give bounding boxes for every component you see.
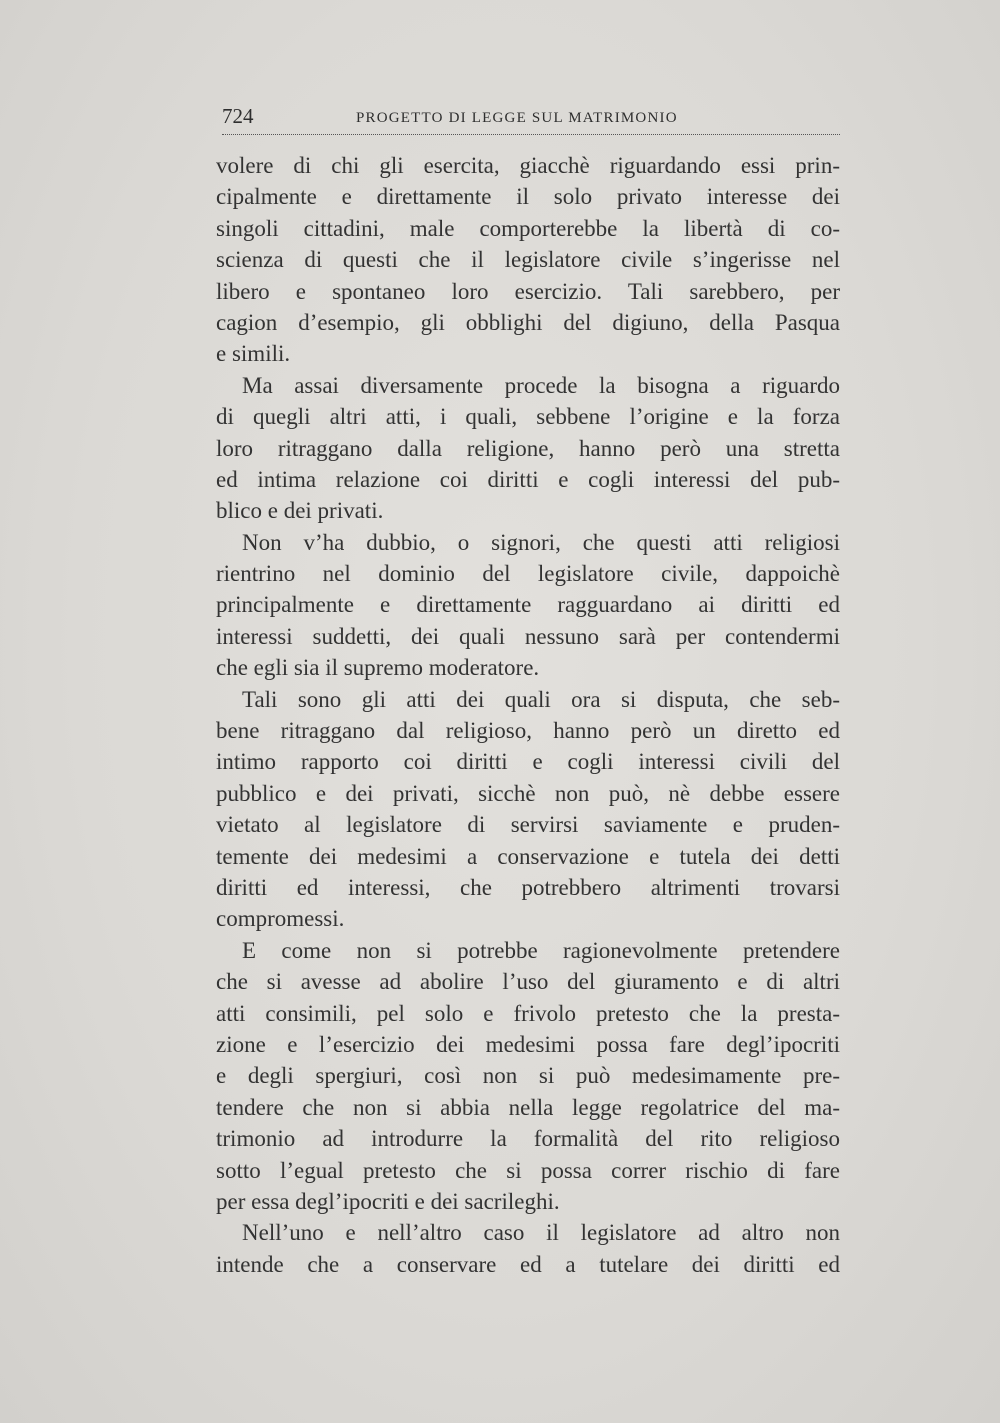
text-line: libero e spontaneo loro esercizio. Tali sarebbero, per bbox=[216, 278, 840, 304]
text-line: atti consimili, pel solo e frivolo pretesto che la presta- bbox=[216, 1000, 840, 1026]
text-line: rientrino nel dominio del legislatore civile, dappoichè bbox=[216, 561, 840, 587]
text-line: diritti ed interessi, che potrebbero altrimenti trovarsi bbox=[216, 874, 840, 900]
page-number: 724 bbox=[222, 104, 254, 128]
running-title: PROGETTO DI LEGGE SUL MATRIMONIO bbox=[356, 110, 678, 126]
text-line: e degli spergiuri, così non si può medesimamente pre- bbox=[216, 1063, 840, 1089]
paragraph-start-line: Ma assai diversamente procede la bisogna a riguardo bbox=[242, 372, 840, 398]
text-line: che egli sia il supremo moderatore. bbox=[216, 655, 540, 681]
text-line: zione e l’esercizio dei medesimi possa fare degl’ipocriti bbox=[216, 1031, 840, 1057]
paragraph-start-line: Tali sono gli atti dei quali ora si disputa, che seb- bbox=[242, 686, 840, 712]
text-line: scienza di questi che il legislatore civile s’ingerisse nel bbox=[216, 247, 840, 273]
text-line: temente dei medesimi a conservazione e tutela dei detti bbox=[216, 843, 840, 869]
text-line: sotto l’egual pretesto che si possa correr rischio di fare bbox=[216, 1157, 840, 1183]
text-line: blico e dei privati. bbox=[216, 498, 384, 524]
page-header bbox=[222, 104, 840, 135]
text-line: singoli cittadini, male comporterebbe la libertà di co- bbox=[216, 215, 840, 241]
text-line: principalmente e direttamente ragguardano ai diritti ed bbox=[216, 592, 840, 618]
text-line: cagion d’esempio, gli obblighi del digiuno, della Pasqua bbox=[216, 309, 840, 335]
paragraph-start-line: Nell’uno e nell’altro caso il legislatore ad altro non bbox=[242, 1220, 840, 1246]
text-line: vietato al legislatore di servirsi saviamente e pruden- bbox=[216, 812, 840, 838]
text-line: tendere che non si abbia nella legge regolatrice del ma- bbox=[216, 1094, 840, 1120]
paragraph-start-line: Non v’ha dubbio, o signori, che questi atti religiosi bbox=[242, 529, 840, 555]
text-line: ed intima relazione coi diritti e cogli interessi del pub- bbox=[216, 466, 840, 492]
text-line: intende che a conservare ed a tutelare dei diritti ed bbox=[216, 1251, 840, 1277]
text-line: loro ritraggano dalla religione, hanno però una stretta bbox=[216, 435, 840, 461]
text-line: trimonio ad introdurre la formalità del rito religioso bbox=[216, 1126, 840, 1152]
text-line: interessi suddetti, dei quali nessuno sarà per contendermi bbox=[216, 623, 840, 649]
paragraph-start-line: E come non si potrebbe ragionevolmente pretendere bbox=[242, 937, 840, 963]
text-line: cipalmente e direttamente il solo privato interesse dei bbox=[216, 184, 840, 210]
text-line: per essa degl’ipocriti e dei sacrileghi. bbox=[216, 1188, 560, 1214]
text-line: di quegli altri atti, i quali, sebbene l’origine e la forza bbox=[216, 404, 840, 430]
text-line: intimo rapporto coi diritti e cogli interessi civili del bbox=[216, 749, 840, 775]
text-line: che si avesse ad abolire l’uso del giuramento e di altri bbox=[216, 969, 840, 995]
text-line: bene ritraggano dal religioso, hanno però un diretto ed bbox=[216, 718, 840, 744]
body-text bbox=[216, 150, 840, 1280]
text-line: e simili. bbox=[216, 341, 291, 367]
text-line: compromessi. bbox=[216, 906, 345, 932]
text-line: pubblico e dei privati, sicchè non può, nè debbe essere bbox=[216, 780, 840, 806]
text-line: volere di chi gli esercita, giacchè riguardando essi prin- bbox=[216, 153, 840, 178]
